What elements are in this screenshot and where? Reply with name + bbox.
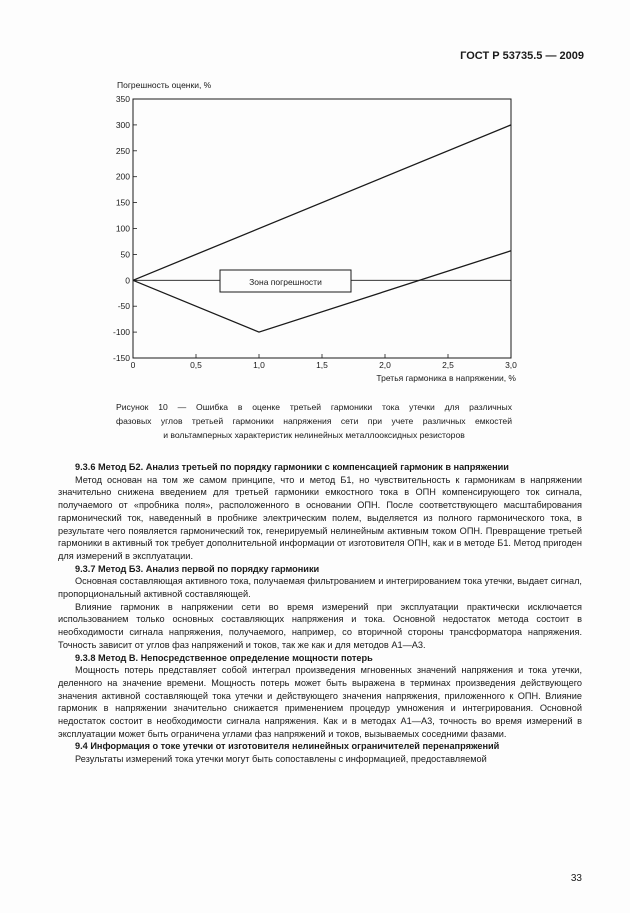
x-tick-label: 2,5 <box>442 360 454 370</box>
x-tick-label: 3,0 <box>505 360 517 370</box>
caption-line-1: Рисунок 10 — Ошибка в оценке третьей гармоники тока утечки для различных <box>116 402 512 412</box>
section-9-3-6-paragraph: Метод основан на том же самом принципе, что и метод Б1, но чувствительность к гармоникам в напряжении значительно снижена введением для третьей гармоники емкостного тока в ОПН компенсирующего ток сигнала, получаемого от «пробника поля», расположенного в основании ОПН. После соответствующего масштабирования гармонический ток, наведенный в пробнике электрическим полем, выделяется из полного гармонического тока, в результате чего появляется гармонический ток, генерируемый нелинейным активным током ОПН. Превращение третьей гармоники в активный ток требует дополнительной информации от изготовителя ОПН, как и в методе Б1. Метод пригоден для измерений в эксплуатации. <box>58 474 582 561</box>
section-9-3-7-title: 9.3.7 Метод Б3. Анализ первой по порядку гармоники <box>75 563 320 574</box>
section-9-3-8-title: 9.3.8 Метод В. Непосредственное определение мощности потерь <box>75 652 373 663</box>
y-tick-label: -100 <box>112 327 130 338</box>
y-tick-label: -150 <box>112 353 130 363</box>
plot-frame <box>133 99 511 358</box>
document-code: ГОСТ Р 53735.5 — 2009 <box>460 50 584 62</box>
section-9-4-paragraph: Результаты измерений тока утечки могут быть сопоставлены с информацией, предоставляемой <box>75 754 487 765</box>
x-tick-label: 1,5 <box>316 360 328 370</box>
y-axis-label: Погрешность оценки, % <box>117 80 212 90</box>
caption-line-2: фазовых углов третьей гармоники напряжения сети при учете различных емкостей <box>116 416 512 426</box>
y-tick-label: 200 <box>115 171 130 182</box>
plot-border <box>133 99 511 358</box>
document-body <box>58 461 582 766</box>
x-tick-label: 0,5 <box>190 360 202 370</box>
section-9-3-8-paragraph: Мощность потерь представляет собой интеграл произведения мгновенных значений напряжения и тока утечки, деленного на значение времени. Мощность потерь может быть выражена в терминах произведения действующего значения активной составляющей тока утечки и действующего значения напряжения, приложенного к ОПН. Влияние гармоник в напряжении значительно снижается применением процедур умножения и интегрирования. Основной недостаток состоит в необходимости сигнала напряжения. Как и в методах А1—А3, точность во время измерений в эксплуатации может быть ограничена углами фаз напряжений и токов, вызываемых соседними фазами. <box>58 665 582 739</box>
y-tick-label: 250 <box>115 145 130 156</box>
figure-caption <box>116 400 512 442</box>
error-zone-annotation <box>220 270 351 292</box>
section-9-3-7-paragraph-2: Влияние гармоник в напряжении сети во время измерений при эксплуатации практически исключается использованием только основных составляющих напряжения и тока. Основной недостаток метода состоит в необходимости сигнала напряжения, получаемого, например, со вторичной стороны трансформатора напряжения. Точность зависит от углов фаз напряжений и токов, так же как и для методов А1—А3. <box>58 601 582 650</box>
page-number: 33 <box>570 873 582 884</box>
section-9-3-7-paragraph-1: Основная составляющая активного тока, получаемая фильтрованием и интегрированием тока утечки, выдает сигнал, пропорциональный активной составляющей. <box>58 576 582 600</box>
section-9-4-title: 9.4 Информация о токе утечки от изготовителя нелинейных ограничителей перенапряжений <box>75 741 500 752</box>
y-tick-label: -50 <box>117 301 130 312</box>
caption-line-3: и вольтамперных характеристик нелинейных металлооксидных резисторов <box>163 430 465 440</box>
x-tick-label: 2,0 <box>379 360 391 370</box>
x-axis-label: Третья гармоника в напряжении, % <box>376 373 516 383</box>
y-tick-label: 50 <box>120 249 130 260</box>
series-line-1 <box>133 125 511 280</box>
y-tick-label: 350 <box>115 94 130 104</box>
y-tick-label: 300 <box>115 119 130 130</box>
y-tick-label: 0 <box>125 275 130 286</box>
x-tick-label: 0 <box>130 360 136 370</box>
y-tick-label: 150 <box>115 197 130 208</box>
error-zone-label: Зона погрешности <box>249 277 322 287</box>
error-chart <box>90 76 530 388</box>
section-9-3-6-title: 9.3.6 Метод Б2. Анализ третьей по порядку гармоники с компенсацией гармоник в напряжении <box>75 462 509 472</box>
x-tick-label: 1,0 <box>253 360 265 370</box>
y-tick-label: 100 <box>115 223 130 234</box>
